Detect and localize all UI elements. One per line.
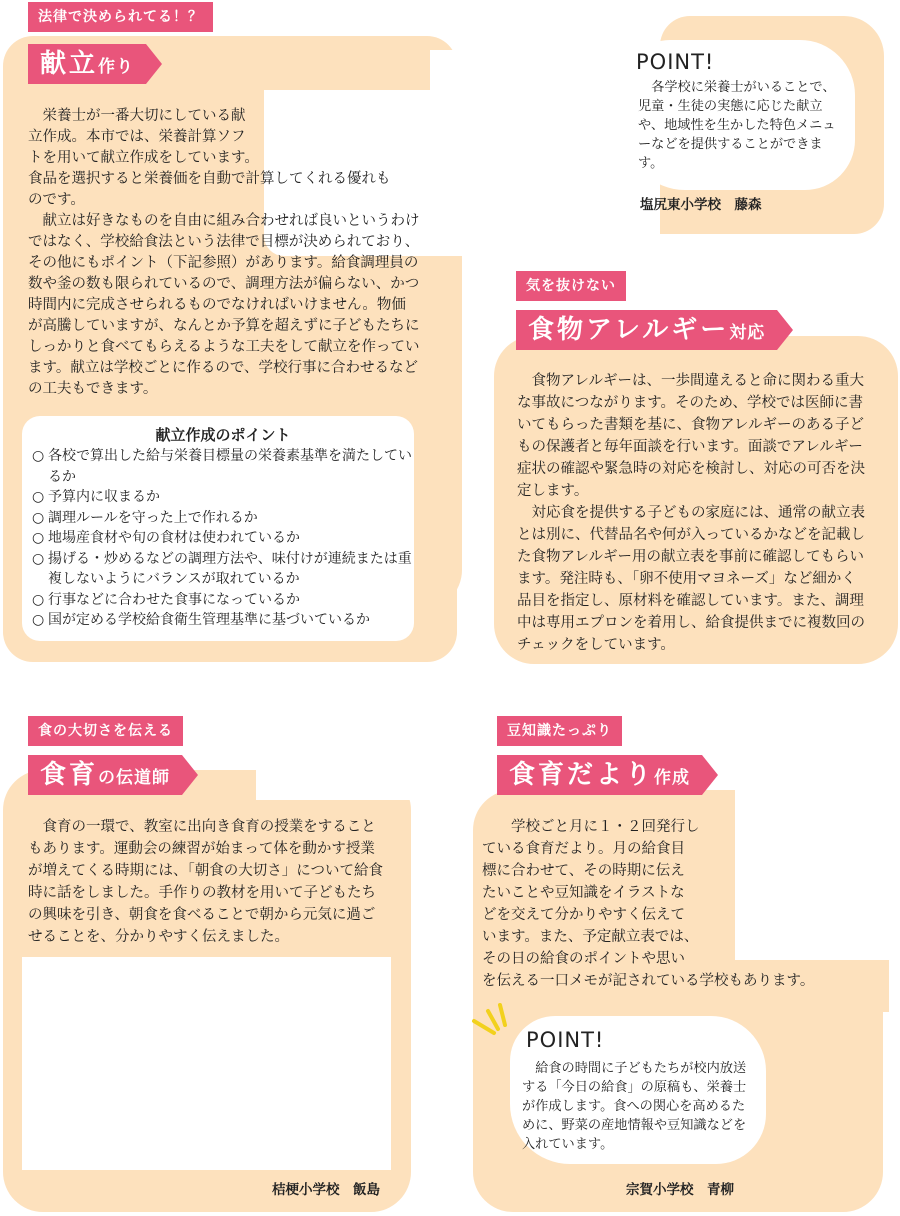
- body-line: たいことや豆知識をイラストな: [482, 885, 685, 901]
- section-tag: 法律で決められてる！？: [28, 2, 213, 32]
- checklist-item: ○ 調理ルールを守った上で作れるか: [32, 508, 414, 529]
- checklist-title: 献立作成のポイント: [155, 426, 291, 444]
- signature: 宗賀小学校 青柳: [626, 1182, 734, 1198]
- body-line: 食品を選択すると栄養価を自動で計算してくれる優れも: [28, 171, 391, 187]
- body-paragraph: 対応食を提供する子どもの家庭には、通常の献立表とは別に、代替品名や何が入っているかなどを記載した食物アレルギー用の献立表を事前に確認してもらいます。発注時も、「卵不使用マヨネーズ」など細かく品目を指定し、原材料を確認しています。また、調理中は専用エプロンを着用し、給食提供までに複数回のチェックをしています。: [517, 505, 865, 653]
- checklist-item: ○ 地場産食材や旬の食材は使われているか: [32, 528, 414, 549]
- body-line: 標に合わせて、その時期に伝え: [482, 863, 685, 879]
- section-title: 食育だより作成: [497, 755, 702, 795]
- checklist-item: ○ 予算内に収まるか: [32, 487, 414, 508]
- photo-placeholder: [22, 957, 391, 1170]
- circle-bullet-icon: ○: [32, 509, 45, 526]
- body-paragraph: 献立は好きなものを自由に組み合わせれば良いというわけではなく、学校給食法という法律で目標が決められており、その他にもポイント（下記参照）があります。給食調理員の数や釜の数も限られているので、調理方法が偏らない、かつ時間内に完成させられるものでなければいけません。物価が高騰していますが、なんとか予算を超えずに子どもたちにしっかりと食べてもらえるような工夫をして献立を作っています。献立は学校ごとに作るので、学校行事に合わせるなどの工夫もできます。: [28, 213, 420, 397]
- circle-bullet-icon: ○: [32, 612, 45, 628]
- body-paragraph: 食育の一環で、教室に出向き食育の授業をすることもあります。運動会の練習が始まって体を動かす授業が増えてくる時期には、「朝食の大切さ」について給食時に話をしました。手作りの教材を用いて子どもたちの興味を引き、朝食を食べることで朝から元気に過ごせることを、分かりやすく伝えました。: [28, 819, 383, 945]
- point-title: POINT!: [526, 1028, 605, 1052]
- section-tag: 食の大切さを伝える: [28, 716, 183, 746]
- body-line: 立作成。本市では、栄養計算ソフ: [28, 129, 246, 145]
- point-text: 各学校に栄養士がいることで、児童・生徒の実態に応じた献立や、地域性を生かした特色メニューなどを提供することができます。: [638, 80, 836, 171]
- circle-bullet-icon: ○: [32, 448, 45, 464]
- section-title: 食育の伝道師: [28, 755, 182, 795]
- point-text: 給食の時間に子どもたちが校内放送する「今日の給食」の原稿も、栄養士が作成します。食への関心を高めるために、野菜の産地情報や豆知識などを入れています。: [522, 1061, 747, 1152]
- burst-lines-icon: [470, 995, 530, 1045]
- shokuiku-body: [28, 816, 388, 948]
- body-line: トを用いて献立作成をしています。: [28, 150, 259, 166]
- circle-bullet-icon: ○: [32, 489, 45, 505]
- circle-bullet-icon: ○: [32, 550, 45, 567]
- section-title: 食物アレルギー対応: [516, 310, 777, 350]
- body-line: その日の給食のポイントや思い: [482, 951, 685, 967]
- body-paragraph: 食物アレルギーは、一歩間違えると命に関わる重大な事故につながります。そのため、学校では医師に書いてもらった書類を基に、食物アレルギーのある子どもの保護者と毎年面談を行います。面談でアレルギー症状の確認や緊急時の対応を検討し、対応の可否を決定します。: [517, 373, 865, 499]
- checklist-item: ○ 各校で算出した給与栄養目標量の栄養素基準を満たしているか: [32, 448, 412, 485]
- section-tag: 豆知識たっぷり: [497, 716, 622, 746]
- checklist-item: ○ 国が定める学校給食衛生管理基準に基づいているか: [32, 610, 414, 631]
- allergy-body: [517, 370, 867, 656]
- section-title: 献立作り: [28, 44, 146, 84]
- section-tag: 気を抜けない: [516, 271, 626, 301]
- body-line: 学校ごと月に１・２回発行し: [511, 819, 700, 835]
- dayori-body: [482, 816, 882, 992]
- kondate-body: [28, 106, 420, 400]
- photo-gap: [430, 50, 464, 250]
- body-line: のです。: [28, 192, 85, 208]
- circle-bullet-icon: ○: [32, 591, 45, 608]
- point-title: POINT!: [636, 50, 715, 74]
- signature: 桔梗小学校 飯島: [272, 1182, 380, 1198]
- checklist-item: ○ 揚げる・炒めるなどの調理方法や、味付けが連続または重複しないようにバランスが取れているか: [32, 550, 412, 587]
- signature: 塩尻東小学校 藤森: [640, 197, 762, 213]
- checklist-box: [22, 416, 414, 641]
- body-line: を伝える一口メモが記されている学校もあります。: [482, 973, 815, 989]
- body-line: います。また、予定献立表では、: [482, 929, 699, 945]
- body-line: どを交えて分かりやすく伝えて: [482, 907, 685, 923]
- checklist-item: ○ 行事などに合わせた食事になっているか: [32, 590, 414, 611]
- circle-bullet-icon: ○: [32, 530, 45, 546]
- body-line: ている食育だより。月の給食目: [482, 841, 685, 857]
- photo-gap: [256, 755, 416, 800]
- body-line: 栄養士が一番大切にしている献: [42, 108, 246, 124]
